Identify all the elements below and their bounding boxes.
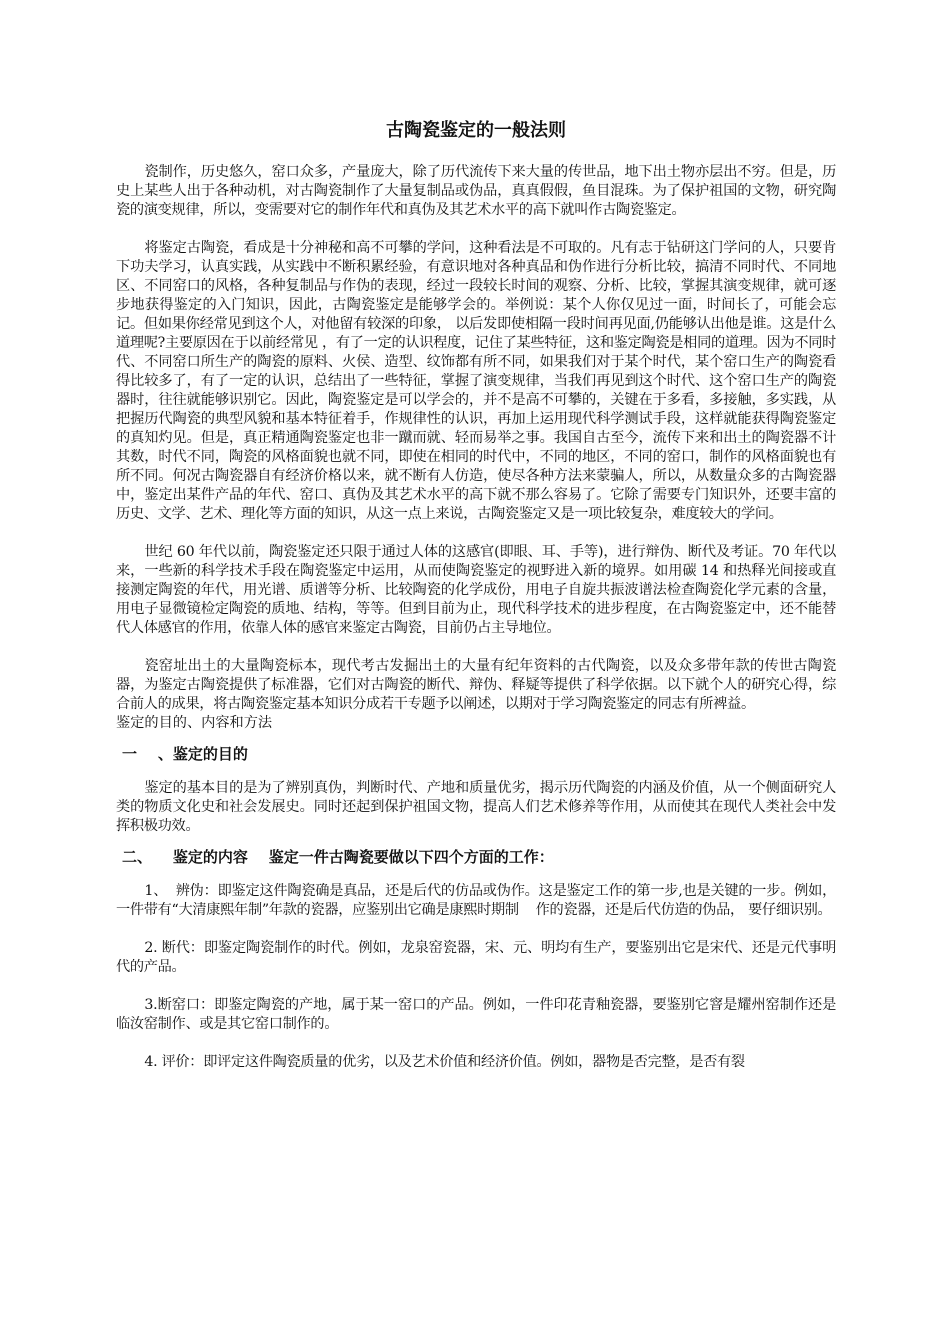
paragraph-gap xyxy=(116,920,836,939)
content-item-1: 1、 辨伪：即鉴定这件陶瓷确是真品，还是后代的仿品或伪作。这是鉴定工作的第一步,也是关键的一步。例如，一件带有“大清康熙年制”年款的瓷器，应鉴别出它确是康熙时期制 作的瓷器，还是后代仿造的伪品， 要仔细识别。 xyxy=(116,883,836,918)
intro-paragraph-2: 将鉴定古陶瓷，看成是十分神秘和高不可攀的学问，这种看法是不可取的。凡有志于钻研这门学问的人，只要肯下功夫学习，认真实践，从实践中不断积累经验，有意识地对各种真品和伪作进行分析比较，搞清不同时代、不同地区、不同窑口的风格，各种复制品与作伪的表现，经过一段较长时间的观察、分析、比较，掌握其演变规律，就可逐步地获得鉴定的入门知识，因此，古陶瓷鉴定是能够学会的。举例说：某个人你仅见过一面，时间长了，可能会忘记。但如果你经常见到这个人，对他留有较深的印象， 以后发即使相隔一段时间再见面,仍能够认出他是谁。这是什么道理呢?主要原因在于以前经常见 ，有了一定的认识程度，记住了某些特征，这和鉴定陶瓷是相同的道理。因为不同时代、不同窑口所生产的陶瓷的原料、火侯、造型、纹饰都有所不同，如果我们对于某个时代，某个窑口生产的陶瓷看得比较多了，有了一定的认识，总结出了一些特征，掌握了演变规律，当我们再见到这个时代、这个窑口生产的陶瓷器时，往往就能够识别它。因此，陶瓷鉴定是可以学会的，并不是高不可攀的，关键在于多看，多接触，多实践，从把握历代陶瓷的典型风貌和基本特征着手，作规律性的认识，再加上运用现代科学测试手段，这样就能获得陶瓷鉴定的真知灼见。但是，真正精通陶瓷鉴定也非一蹴而就、轻而易举之事。我国自古至今，流传下来和出土的陶瓷器不计其数，时代不同，陶瓷的风格面貌也就不同，即使在相同的时代中，不同的地区，不同的窑口，制作的风格面貌也有所不同。何况古陶瓷器自有经济价格以来，就不断有人仿造，使尽各种方法来蒙骗人，所以，从数量众多的古陶瓷器中，鉴定出某件产品的年代、窑口、真伪及其艺术水平的高下就不那么容易了。它除了需要专门知识外，还要丰富的历史、文学、艺术、理化等方面的知识，从这一点上来说，古陶瓷鉴定又是一项比较复杂，难度较大的学问。 xyxy=(116,240,836,522)
paragraph-gap xyxy=(116,524,836,543)
document-page xyxy=(116,118,836,1072)
content-item-3: 3.断窑口：即鉴定陶瓷的产地，属于某一窑口的产品。例如，一件印花青釉瓷器，要鉴别它窨是耀州窑制作还是临汝窑制作、或是其它窑口制作的。 xyxy=(116,997,836,1032)
paragraph-gap xyxy=(116,220,836,239)
intro-paragraph-4: 瓷窑址出土的大量陶瓷标本，现代考古发掘出土的大量有纪年资料的古代陶瓷，以及众多带年款的传世古陶瓷器，为鉴定古陶瓷提供了标准器，它们对古陶瓷的断代、辩伪、释疑等提供了科学依据。以下就个人的研究心得，综合前人的成果，将古陶瓷鉴定基本知识分成若干专题予以阐述，以期对于学习陶瓷鉴定的同志有所裨益。 xyxy=(116,658,836,712)
heading-purpose: 一 、鉴定的目的 xyxy=(122,745,248,763)
heading-content: 二、 鉴定的内容 鉴定一件古陶瓷要做以下四个方面的工作： xyxy=(122,848,554,866)
section-label: 鉴定的目的、内容和方法 xyxy=(116,715,273,731)
content-item-2: 2. 断代：即鉴定陶瓷制作的时代。例如，龙泉窑瓷器，宋、元、明均有生产，要鉴别出它是宋代、还是元代事明代的产品。 xyxy=(116,940,836,975)
paragraph-gap xyxy=(116,868,836,882)
paragraph-gap xyxy=(116,1034,836,1053)
content-item-4: 4. 评价：即评定这件陶瓷质量的优劣，以及艺术价值和经济价值。例如，器物是否完整，是否有裂 xyxy=(144,1054,745,1070)
intro-paragraph-3: 世纪 60 年代以前，陶瓷鉴定还只限于通过人体的这感官(即眼、耳、手等)，进行辩伪、断代及考证。70 年代以来，一些新的科学技术手段在陶瓷鉴定中运用，从而使陶瓷鉴定的视野进入新的境界。如用碳 14 和热释光间接或直接测定陶瓷的年代，用光谱、质谱等分析、比较陶瓷的化学成份，用电子自旋共振波谱法检查陶瓷化学元素的含量，用电子显微镜检定陶瓷的质地、结构，等等。但到目前为止，现代科学技术的进步程度，在古陶瓷鉴定中，还不能替代人体感官的作用，依靠人体的感官来鉴定古陶瓷，目前仍占主导地位。 xyxy=(116,544,836,636)
document-title: 古陶瓷鉴定的一般法则 xyxy=(386,120,566,141)
paragraph-gap xyxy=(116,638,836,657)
purpose-paragraph: 鉴定的基本目的是为了辨别真伪，判断时代、产地和质量优劣，揭示历代陶瓷的内涵及价值，从一个侧面研究人类的物质文化史和社会发展史。同时还起到保护祖国文物，提高人们艺术修养等作用，从而使其在现代人类社会中发挥积极功效。 xyxy=(116,780,836,834)
intro-paragraph-1: 瓷制作，历史悠久，窑口众多，产量庞大，除了历代流传下来大量的传世品，地下出土物亦层出不穷。但是，历史上某些人出于各种动机，对古陶瓷制作了大量复制品或伪品，真真假假，鱼目混珠。为了保护祖国的文物，研究陶瓷的演变规律，所以，变需要对它的制作年代和真伪及其艺术水平的高下就叫作古陶瓷鉴定。 xyxy=(116,164,836,218)
paragraph-gap xyxy=(116,977,836,996)
paragraph-gap xyxy=(116,765,836,779)
